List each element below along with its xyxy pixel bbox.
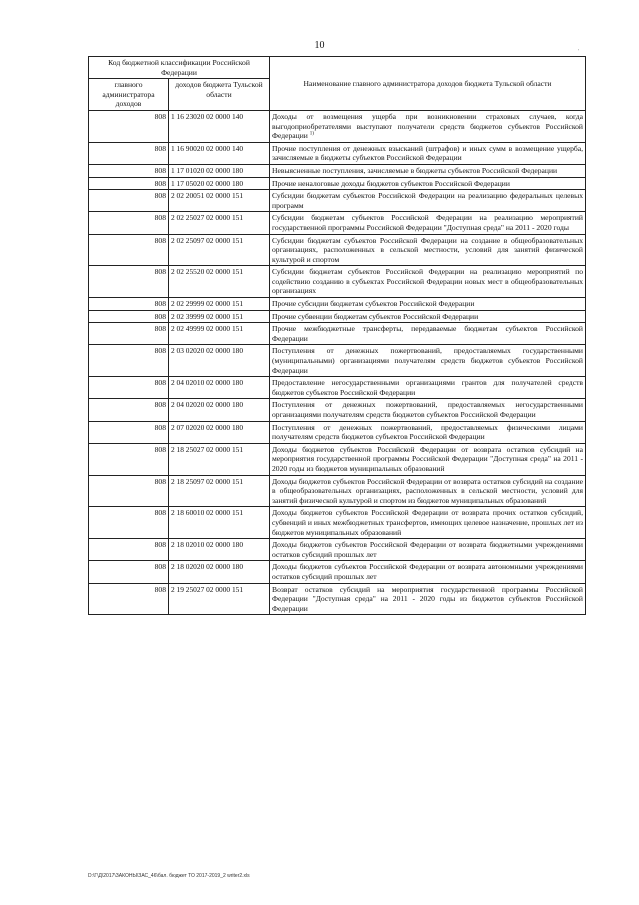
revenue-name-cell (270, 399, 586, 421)
table-row (89, 234, 586, 266)
admin-column-header: главного администратора доходов (89, 79, 169, 111)
admin-code-cell: 808 (89, 443, 169, 475)
table-row (89, 110, 586, 142)
revenue-name-text: Предоставление негосударственными организациями грантов для получателей средств бюджетов субъектов Российской Федерации (272, 378, 583, 397)
revenue-name-cell (270, 190, 586, 212)
income-code-cell: 2 02 25097 02 0000 151 (169, 234, 270, 266)
admin-code-cell: 808 (89, 507, 169, 539)
table-row (89, 345, 586, 377)
income-code-cell: 2 04 02010 02 0000 180 (169, 377, 270, 399)
revenue-classification-table (88, 56, 586, 615)
revenue-name-text: Поступления от денежных пожертвований, предоставляемых государственными (муниципальными) организациями получателям средств бюджетов субъектов Российской Федерации (272, 346, 583, 375)
revenue-name-cell (270, 323, 586, 345)
table-row (89, 190, 586, 212)
admin-code-cell: 808 (89, 190, 169, 212)
income-code-cell: 2 03 02020 02 0000 180 (169, 345, 270, 377)
table-row (89, 583, 586, 615)
table-row (89, 212, 586, 234)
admin-code-cell: 808 (89, 475, 169, 507)
income-code-cell: 2 04 02020 02 0000 180 (169, 399, 270, 421)
revenue-name-text: Прочие поступления от денежных взысканий (штрафов) и иных сумм в возмещение ущерба, зачисляемые в бюджеты субъектов Российской Федерации (272, 143, 583, 163)
table-row (89, 443, 586, 475)
footnote-marker: 1) (309, 131, 314, 137)
revenue-name-text: Невыясненные поступления, зачисляемые в бюджеты субъектов Российской Федерации (272, 165, 558, 175)
income-code-cell: 2 02 20051 02 0000 151 (169, 190, 270, 212)
table-row (89, 377, 586, 399)
admin-code-cell: 808 (89, 177, 169, 190)
income-code-cell: 2 18 25097 02 0000 151 (169, 475, 270, 507)
revenue-name-cell (270, 539, 586, 561)
revenue-name-text: Субсидии бюджетам субъектов Российской Федерации на реализацию федеральных целевых программ (272, 191, 583, 210)
revenue-name-cell (270, 310, 586, 323)
admin-code-cell: 808 (89, 323, 169, 345)
table-row (89, 399, 586, 421)
table-row (89, 421, 586, 443)
revenue-name-text: Прочие субвенции бюджетам субъектов Российской Федерации (272, 311, 479, 321)
scan-mark: ' (578, 49, 580, 55)
table-row (89, 177, 586, 190)
admin-code-cell: 808 (89, 110, 169, 142)
income-code-cell: 2 02 25027 02 0000 151 (169, 212, 270, 234)
revenue-name-cell (270, 234, 586, 266)
revenue-name-text: Субсидии бюджетам субъектов Российской Федерации на реализацию мероприятий по содействию созданию в субъектах Российской Федерации новых мест в общеобразовательных организациях (272, 267, 583, 296)
income-code-cell: 2 02 29999 02 0000 151 (169, 298, 270, 311)
revenue-name-cell (270, 561, 586, 583)
revenue-name-cell (270, 583, 586, 615)
page-number: 10 (314, 40, 325, 51)
table-body (89, 110, 586, 614)
classification-header: Код бюджетной классификации Российской Федерации (89, 57, 270, 79)
revenue-name-text: Доходы бюджетов субъектов Российской Федерации от возврата остатков субсидий на мероприятия государственной программы Российской Федерации "Доступная среда" на 2011 - 2020 годы из бюджетов муниципальных образований (272, 444, 583, 473)
table-row (89, 298, 586, 311)
revenue-name-cell (270, 142, 586, 164)
table-header-row (89, 57, 586, 79)
admin-code-cell: 808 (89, 142, 169, 164)
income-code-cell: 2 07 02020 02 0000 180 (169, 421, 270, 443)
revenue-name-text: Прочие неналоговые доходы бюджетов субъектов Российской Федерации (272, 178, 510, 188)
table-row (89, 164, 586, 177)
income-code-cell: 2 02 49999 02 0000 151 (169, 323, 270, 345)
income-code-cell: 1 16 90020 02 0000 140 (169, 142, 270, 164)
revenue-name-text: Субсидии бюджетам субъектов Российской Федерации на создание в общеобразовательных организациях, расположенных в сельской местности, условий для занятий физической культурой и спортом (272, 235, 583, 264)
revenue-name-cell (270, 507, 586, 539)
revenue-name-cell (270, 110, 586, 142)
name-column-header: Наименование главного администратора доходов бюджета Тульской области (270, 57, 586, 111)
table-row (89, 323, 586, 345)
income-code-cell: 2 18 02020 02 0000 180 (169, 561, 270, 583)
revenue-name-text: Доходы от возмещения ущерба при возникновении страховых случаев, когда выгодоприобретателями выступают получатели средств бюджетов субъектов Российской Федерации (272, 111, 583, 141)
income-code-cell: 2 18 60010 02 0000 151 (169, 507, 270, 539)
table-row (89, 539, 586, 561)
revenue-name-cell (270, 266, 586, 298)
table-row (89, 310, 586, 323)
table-row (89, 266, 586, 298)
admin-code-cell: 808 (89, 212, 169, 234)
admin-code-cell: 808 (89, 345, 169, 377)
revenue-name-cell (270, 212, 586, 234)
income-code-cell: 2 18 02010 02 0000 180 (169, 539, 270, 561)
admin-code-cell: 808 (89, 399, 169, 421)
table-row (89, 507, 586, 539)
admin-code-cell: 808 (89, 164, 169, 177)
admin-code-cell: 808 (89, 561, 169, 583)
table-row (89, 475, 586, 507)
revenue-name-cell (270, 164, 586, 177)
revenue-name-cell (270, 421, 586, 443)
income-column-header: доходов бюджета Тульской области (169, 79, 270, 111)
revenue-name-text: Доходы бюджетов субъектов Российской Федерации от возврата бюджетными учреждениями остатков субсидий прошлых лет (272, 540, 583, 559)
revenue-name-text: Поступления от денежных пожертвований, предоставляемых физическими лицами получателям средств бюджетов субъектов Российской Федерации (272, 422, 583, 442)
revenue-name-cell (270, 475, 586, 507)
revenue-name-cell (270, 377, 586, 399)
file-path-footer: D:\Г\Д\2017\ЗАКОНЫ\ЗАС_46\бал. бюджет ТО 2017-2019_2 writer2.xls (88, 873, 250, 879)
revenue-name-cell (270, 345, 586, 377)
admin-code-cell: 808 (89, 421, 169, 443)
revenue-name-cell (270, 298, 586, 311)
admin-code-cell: 808 (89, 234, 169, 266)
admin-code-cell: 808 (89, 583, 169, 615)
revenue-name-text: Поступления от денежных пожертвований, предоставляемых негосударственными организациями получателям средств бюджетов субъектов Российской Федерации (272, 400, 583, 419)
revenue-name-text: Доходы бюджетов субъектов Российской Федерации от возврата прочих остатков субсидий, субвенций и иных межбюджетных трансфертов, имеющих целевое назначение, прошлых лет из бюджетов муниципальных образований (272, 508, 583, 537)
income-code-cell: 1 17 01020 02 0000 180 (169, 164, 270, 177)
income-code-cell: 1 16 23020 02 0000 140 (169, 110, 270, 142)
admin-code-cell: 808 (89, 310, 169, 323)
revenue-name-cell (270, 443, 586, 475)
revenue-name-text: Доходы бюджетов субъектов Российской Федерации от возврата остатков субсидий на создание в общеобразовательных организациях, расположенных в сельской местности, условий для занятий физической культурой и спортом из бюджетов муниципальных образований (272, 476, 583, 505)
income-code-cell: 2 18 25027 02 0000 151 (169, 443, 270, 475)
admin-code-cell: 808 (89, 266, 169, 298)
income-code-cell: 2 02 25520 02 0000 151 (169, 266, 270, 298)
admin-code-cell: 808 (89, 298, 169, 311)
income-code-cell: 2 02 39999 02 0000 151 (169, 310, 270, 323)
revenue-name-text: Прочие субсидии бюджетам субъектов Российской Федерации (272, 299, 475, 309)
revenue-name-cell (270, 177, 586, 190)
revenue-name-text: Возврат остатков субсидий на мероприятия государственной программы Российской Федерации "Доступная среда" на 2011 - 2020 годы из бюджетов субъектов Российской Федерации (272, 584, 583, 613)
table-row (89, 561, 586, 583)
revenue-name-text: Доходы бюджетов субъектов Российской Федерации от возврата автономными учреждениями остатков субсидий прошлых лет (272, 562, 583, 581)
income-code-cell: 2 19 25027 02 0000 151 (169, 583, 270, 615)
table-row (89, 142, 586, 164)
income-code-cell: 1 17 05020 02 0000 180 (169, 177, 270, 190)
admin-code-cell: 808 (89, 539, 169, 561)
admin-code-cell: 808 (89, 377, 169, 399)
revenue-name-text: Прочие межбюджетные трансферты, передаваемые бюджетам субъектов Российской Федерации (272, 324, 583, 343)
revenue-name-text: Субсидии бюджетам субъектов Российской Федерации на реализацию мероприятий государственной программы Российской Федерации "Доступная среда" на 2011 - 2020 годы (272, 213, 583, 232)
